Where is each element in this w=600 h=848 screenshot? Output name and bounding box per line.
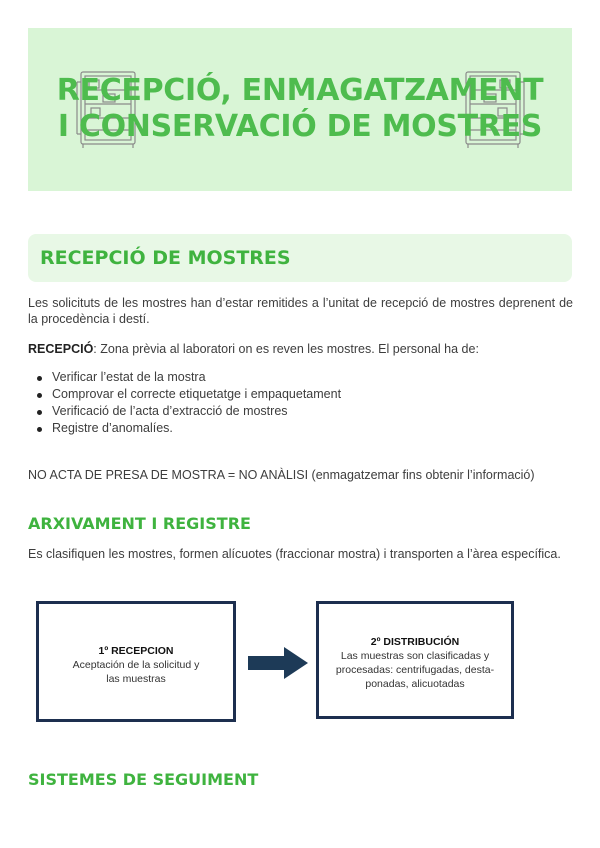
flow-box-line: Aceptación de la solicitud y [72,659,200,671]
reception-label: RECEPCIÓ [28,342,94,356]
subheading-arxivament: ARXIVAMENT I REGISTRE [28,514,251,533]
list-item: Registre d’anomalíes. [28,420,341,437]
flow-box-line: ponadas, alicuotadas [365,678,465,690]
reception-paragraph [28,341,573,357]
note-paragraph: NO ACTA DE PRESA DE MOSTRA = NO ANÀLISI (enmagatzemar fins obtenir l’informació) [28,468,535,482]
section-title: RECEPCIÓ DE MOSTRES [40,247,291,269]
arrow-right-icon [248,647,310,679]
subheading-seguiment: SISTEMES DE SEGUIMENT [28,770,259,789]
checklist [28,369,341,437]
flow-box-title: 2º DISTRIBUCIÓN [370,636,460,648]
bullet-icon [37,393,42,398]
reception-text: : Zona prèvia al laboratori on es reven les mostres. El personal ha de: [93,342,479,356]
bullet-icon [37,427,42,432]
list-item: Comprovar el correcte etiquetatge i empaquetament [28,386,341,403]
bullet-icon [37,376,42,381]
flow-box-line: las muestras [106,673,166,685]
flow-box-distribution [316,601,514,719]
flow-box-reception [36,601,236,722]
page-title-line-2: I CONSERVACIÓ DE MOSTRES [57,109,543,144]
flow-box-line: procesadas: centrifugadas, desta- [335,664,495,676]
section-header-recepcio [28,234,572,282]
page-title [28,73,572,145]
list-item: Verificació de l’acta d’extracció de mostres [28,403,341,420]
intro-paragraph: Les solicituts de les mostres han d’estar remitides a l’unitat de recepció de mostres deprenent de la procedència i destí. [28,296,573,326]
page-title-line-1: RECEPCIÓ, ENMAGATZAMENT [56,73,544,108]
flow-box-title: 1º RECEPCION [98,645,174,657]
bullet-icon [37,410,42,415]
list-item: Verificar l’estat de la mostra [28,369,341,386]
flow-box-line: Las muestras son clasificadas y [340,650,490,662]
arxivament-paragraph: Es clasifiquen les mostres, formen alícuotes (fraccionar mostra) i transporten a l’àrea específica. [28,547,561,561]
title-banner [28,28,572,191]
